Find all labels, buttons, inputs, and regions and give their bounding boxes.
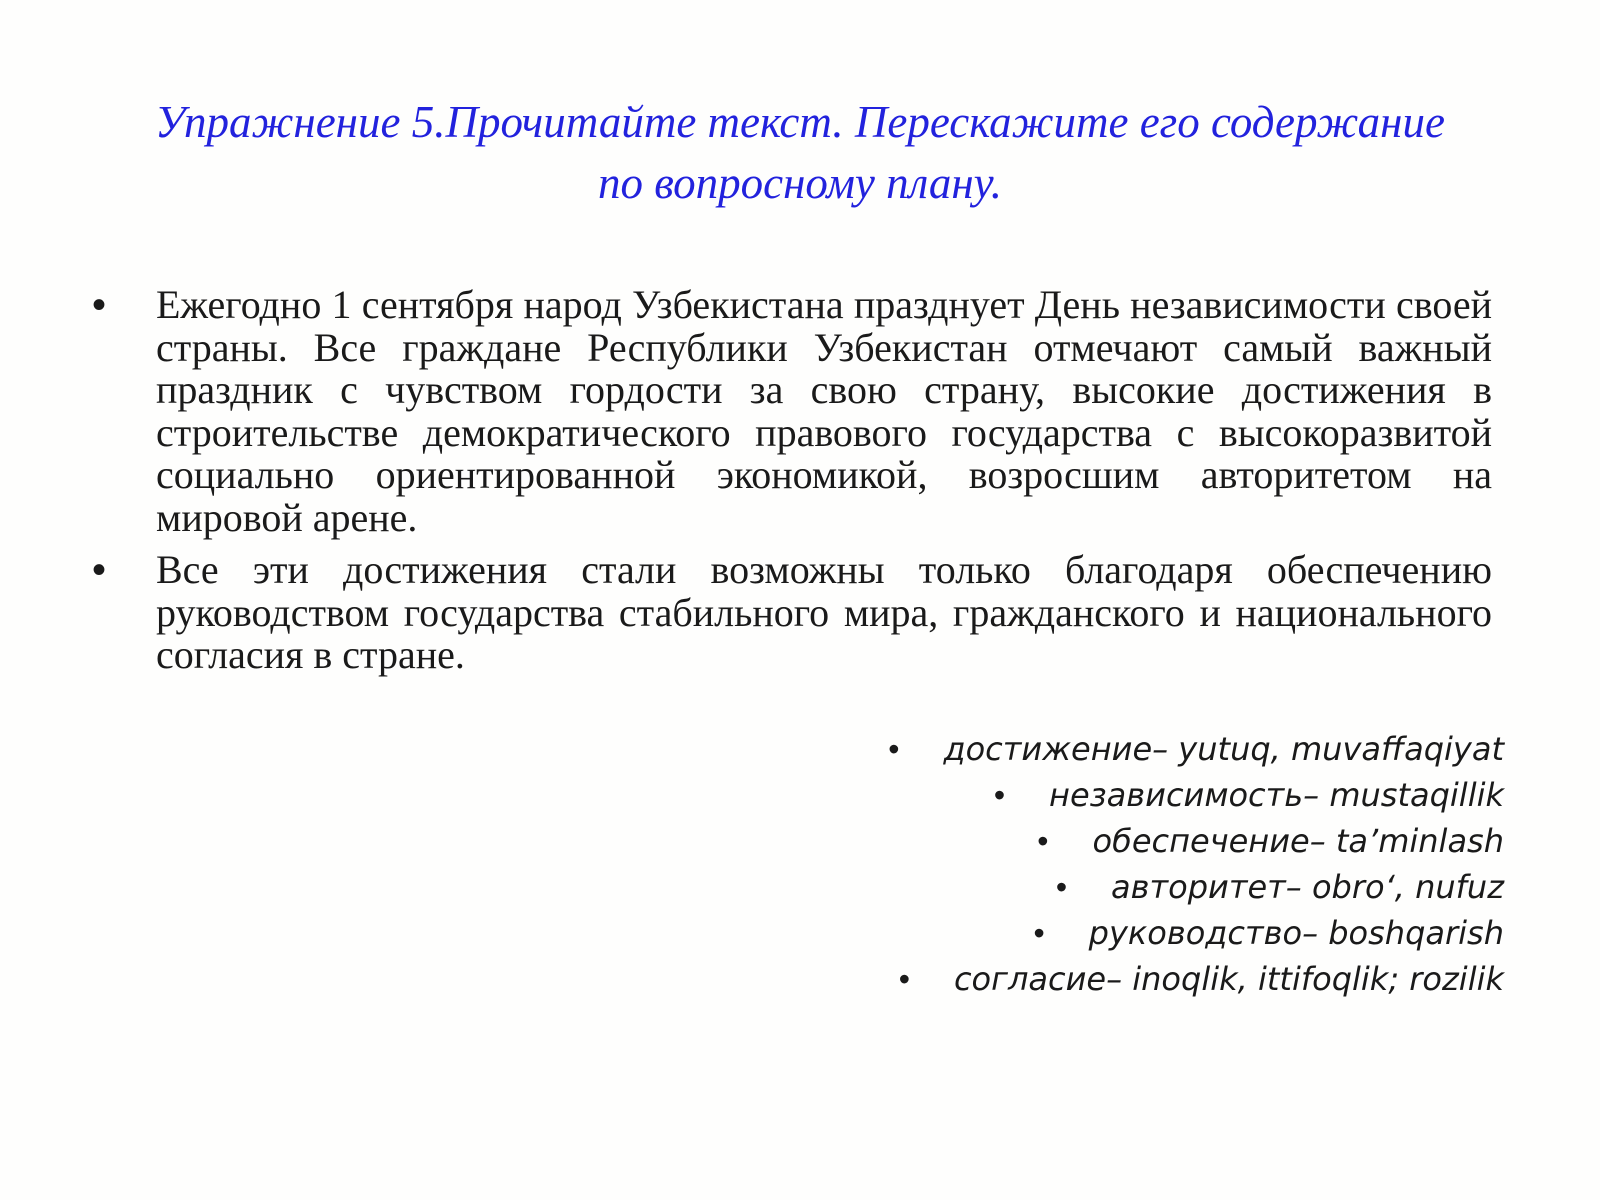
vocabulary-text: независимость– mustaqillik <box>1049 776 1504 814</box>
slide-title <box>80 92 1520 214</box>
slide-title-line-1: Упражнение 5.Прочитайте текст. Перескажите его содержание <box>155 97 1445 147</box>
vocabulary-item <box>888 726 1504 772</box>
bullet-icon: • <box>92 548 107 592</box>
vocabulary-list <box>888 726 1504 1002</box>
paragraph-text: Все эти достижения стали возможны только благодаря обеспечению руководством государства стабильного мира, гражданского и национального согласия в стране. <box>156 547 1492 677</box>
bullet-icon: • <box>898 961 910 997</box>
paragraph-item <box>92 549 1492 677</box>
slide-title-line-2: по вопросному плану. <box>597 158 1003 208</box>
bullet-icon: • <box>1037 823 1049 859</box>
vocabulary-text: руководство– boshqarish <box>1088 914 1504 952</box>
vocabulary-text: согласие– inoqlik, ittifoqlik; rozilik <box>953 960 1504 998</box>
vocabulary-text: достижение– yutuq, muvaffaqiyat <box>943 730 1504 768</box>
vocabulary-item <box>888 910 1504 956</box>
reading-text-list <box>92 284 1492 687</box>
bullet-icon: • <box>993 777 1006 813</box>
bullet-icon: • <box>1055 869 1068 905</box>
vocabulary-item <box>888 956 1504 1002</box>
bullet-icon: • <box>92 283 107 327</box>
paragraph-text: Ежегодно 1 сентября народ Узбекистана празднует День независимости своей страны. Все граждане Республики Узбекистан отмечают самый важный праздник с чувством гордости за свою страну, высокие достижения в строительстве демократического правового государства с высокоразвитой социально ориентированной экономикой, возросшим авторитетом на мировой арене. <box>156 282 1492 540</box>
bullet-icon: • <box>1033 915 1045 951</box>
vocabulary-item <box>888 772 1504 818</box>
vocabulary-text: авторитет– obro‘, nufuz <box>1111 868 1504 906</box>
bullet-icon: • <box>888 731 900 767</box>
vocabulary-item <box>888 818 1504 864</box>
vocabulary-text: обеспечение– ta’minlash <box>1092 822 1504 860</box>
vocabulary-item <box>888 864 1504 910</box>
paragraph-item <box>92 284 1492 539</box>
